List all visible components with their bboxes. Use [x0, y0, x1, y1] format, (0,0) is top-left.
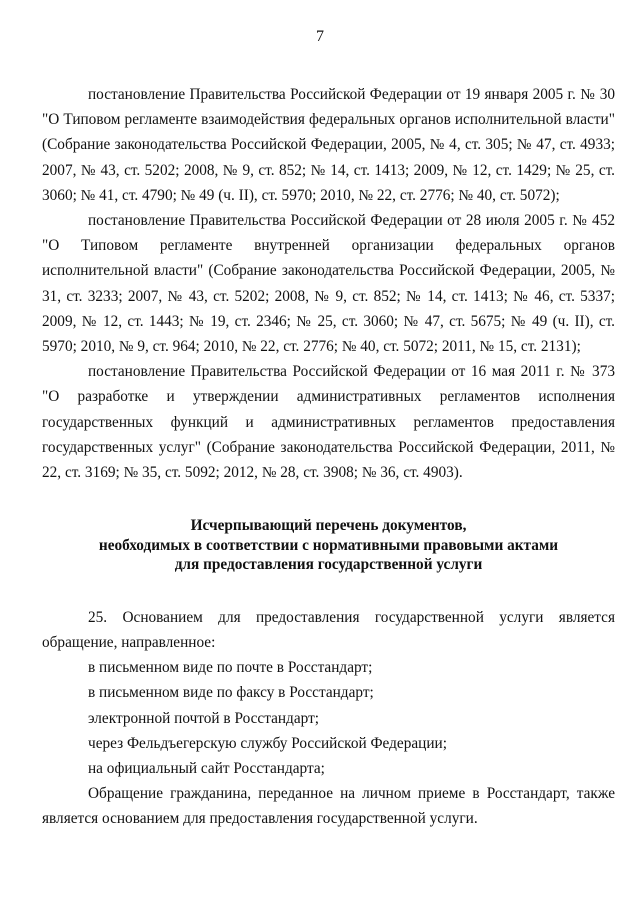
list-item-email: электронной почтой в Росстандарт;	[88, 709, 319, 727]
paragraph-decree-30: постановление Правительства Российской Федерации от 19 января 2005 г. № 30 "О Типовом регламенте взаимодействия федеральных органов исполнительной власти" (Собрание законодательства Российской Федерации, 2005, № 4, ст. 305; № 47, ст. 4933; 2007, № 43, ст. 5202; 2008, № 9, ст. 852; № 14, ст. 1413; 2009, № 12, ст. 1429; № 25, ст. 3060; № 41, ст. 4790; № 49 (ч. II), ст. 5970; 2010, № 22, ст. 2776; № 40, ст. 5072);	[42, 86, 615, 204]
list-item-website: на официальный сайт Росстандарта;	[88, 759, 325, 777]
heading-line-3: для предоставления государственной услуги	[174, 556, 483, 574]
document-body	[42, 82, 615, 832]
list-item-fax: в письменном виде по факсу в Росстандарт;	[88, 684, 374, 702]
paragraph-personal-reception: Обращение гражданина, переданное на личном приеме в Росстандарт, также является основанием для предоставления государственной услуги.	[42, 785, 615, 828]
page-number: 7	[316, 28, 324, 45]
list-item-mail: в письменном виде по почте в Росстандарт;	[88, 659, 373, 677]
paragraph-decree-373: постановление Правительства Российской Федерации от 16 мая 2011 г. № 373 "О разработке и утверждении административных регламентов исполнения государственных функций и административных регламентов предоставления государственных услуг" (Собрание законодательства Российской Федерации, 2011, № 22, ст. 3169; № 35, ст. 5092; 2012, № 28, ст. 3908; № 36, ст. 4903).	[42, 363, 615, 482]
heading-line-2: необходимых в соответствии с нормативными правовыми актами	[98, 536, 559, 554]
list-item-courier: через Фельдъегерскую службу Российской Федерации;	[88, 734, 447, 752]
paragraph-decree-452: постановление Правительства Российской Федерации от 28 июля 2005 г. № 452 "О Типовом регламенте внутренней организации федеральных органов исполнительной власти" (Собрание законодательства Российской Федерации, 2005, № 31, ст. 3233; 2007, № 43, ст. 5202; 2008, № 9, ст. 852; № 14, ст. 1413; № 46, ст. 5337; 2009, № 12, ст. 1443; № 19, ст. 2346; № 25, ст. 3060; № 47, ст. 5675; № 49 (ч. II), ст. 5970; 2010, № 9, ст. 964; 2010, № 22, ст. 2776; № 40, ст. 5072; 2011, № 15, ст. 2131);	[42, 212, 615, 356]
section-heading	[42, 516, 615, 575]
heading-line-1: Исчерпывающий перечень документов,	[190, 517, 467, 535]
paragraph-25: 25. Основанием для предоставления государственной услуги является обращение, направленное:	[42, 608, 615, 651]
